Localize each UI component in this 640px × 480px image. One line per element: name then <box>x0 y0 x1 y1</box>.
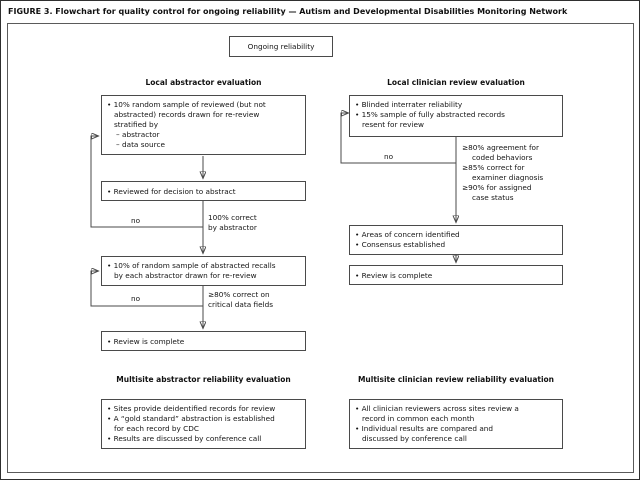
text-line: • Review is complete <box>355 271 433 280</box>
text-line: examiner diagnosis <box>472 173 544 182</box>
correct-by-abstractor-label <box>208 213 257 233</box>
text-line: coded behaviors <box>472 153 533 162</box>
text-line: ≥80% agreement for <box>462 143 540 152</box>
concerns-consensus-box <box>349 225 563 255</box>
text-line: ≥90% for assigned <box>462 183 532 192</box>
text-line: ≥85% correct for <box>462 163 525 172</box>
text-line: abstracted) records drawn for re-review <box>114 110 260 119</box>
text-line: stratified by <box>114 120 159 129</box>
no-label-interrater: no <box>384 152 394 161</box>
text-line: record in common each month <box>362 414 475 423</box>
ongoing-reliability-label: Ongoing reliability <box>247 41 315 51</box>
text-line: discussed by conference call <box>362 434 467 443</box>
agreement-criteria-label <box>462 143 543 203</box>
text-line: critical data fields <box>208 300 274 309</box>
no-label-recalls: no <box>131 294 141 303</box>
multisite-abstractor-box <box>101 399 306 449</box>
text-line: resent for review <box>362 120 424 129</box>
review-complete-box-right <box>349 265 563 285</box>
text-line: – abstractor <box>116 130 160 139</box>
decision-to-abstract-box <box>101 181 306 201</box>
text-line: case status <box>472 193 514 202</box>
text-line: for each record by CDC <box>114 424 199 433</box>
critical-fields-label <box>208 290 273 310</box>
text-line: by each abstractor drawn for re-review <box>114 271 257 280</box>
multisite-clinician-box <box>349 399 563 449</box>
text-line: • Areas of concern identified <box>355 230 460 239</box>
ongoing-reliability-box <box>229 36 333 57</box>
local-abstractor-header: Local abstractor evaluation <box>145 78 262 87</box>
abstracted-recalls-box <box>101 256 306 286</box>
text-line: ≥80% correct on <box>208 290 270 299</box>
text-line: – data source <box>116 140 165 149</box>
sample-rereview-box <box>101 95 306 155</box>
text-line: • Reviewed for decision to abstract <box>107 187 236 196</box>
text-line: • A “gold standard” abstraction is established <box>107 414 275 423</box>
text-line: • Results are discussed by conference call <box>107 434 262 443</box>
text-line: • Review is complete <box>107 337 185 346</box>
text-line: • Individual results are compared and <box>355 424 494 433</box>
local-clinician-header: Local clinician review evaluation <box>387 78 525 87</box>
text-line: • Blinded interrater reliability <box>355 100 463 109</box>
text-line: • Sites provide deidentified records for review <box>107 404 276 413</box>
interrater-reliability-box <box>349 95 563 137</box>
multisite-abstractor-header: Multisite abstractor reliability evaluation <box>116 375 291 384</box>
no-label-decision: no <box>131 216 141 225</box>
review-complete-box-left <box>101 331 306 351</box>
text-line: • 15% sample of fully abstracted records <box>355 110 505 119</box>
text-line: • Consensus established <box>355 240 446 249</box>
text-line: • 10% of random sample of abstracted recalls <box>107 261 276 270</box>
text-line: • 10% random sample of reviewed (but not <box>107 100 266 109</box>
multisite-clinician-header: Multisite clinician review reliability evaluation <box>357 375 555 384</box>
figure-title: FIGURE 3. Flowchart for quality control for ongoing reliability — Autism and Developmental Disabilities Monitoring Network <box>8 7 568 16</box>
text-line: by abstractor <box>208 223 257 232</box>
text-line: 100% correct <box>208 213 257 222</box>
text-line: • All clinician reviewers across sites review a <box>355 404 519 413</box>
